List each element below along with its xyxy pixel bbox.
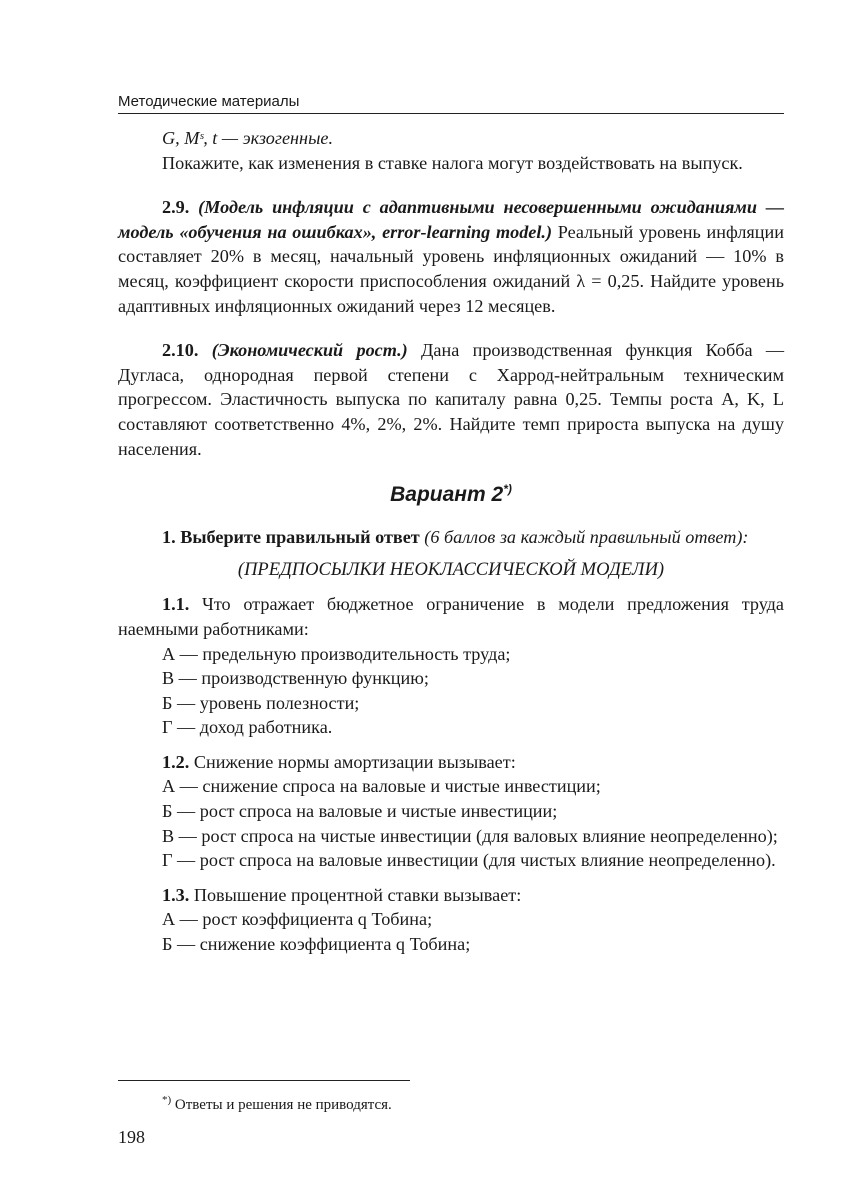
variant-title: Вариант 2 — [390, 483, 504, 507]
option-item: А — рост коэффициента q Тобина; — [162, 909, 433, 930]
option-item: В — производственную функцию; — [162, 668, 429, 689]
task-2-9 — [118, 195, 784, 318]
question-1-3-text: Повышение процентной ставки вызывает: — [189, 884, 522, 905]
page-number: 198 — [118, 1127, 145, 1147]
document-page — [118, 0, 784, 1187]
question-1-3 — [118, 883, 784, 908]
option-item: Б — рост спроса на валовые и чистые инвестиции; — [162, 801, 558, 822]
option-item: Б — снижение коэффициента q Тобина; — [162, 934, 471, 955]
task-2-10-title: (Экономический рост.) — [211, 340, 408, 361]
exogenous-line: G, Mˢ, t — экзогенные. — [162, 128, 334, 148]
question-1-2-number: 1.2. — [162, 751, 190, 772]
page-content — [118, 126, 784, 957]
instruction-bold: 1. Выберите правильный ответ — [162, 527, 420, 548]
option-item: А — снижение спроса на валовые и чистые инвестиции; — [162, 776, 601, 797]
task-2-9-body: Реальный уровень инфляции составляет 20% в месяц, начальный уровень инфляционных ожиданий — 10% в месяц, коэффициент скорости приспособления ожиданий λ = 0,25. Найдите уровень адаптивных инфляционных ожиданий через 12 месяцев. — [118, 221, 784, 316]
option-item: Г — доход работника. — [162, 717, 333, 738]
option-item: Г — рост спроса на валовые инвестиции (для чистых влияние неопределенно). — [162, 850, 776, 871]
instruction-italic: (6 баллов за каждый правильный ответ): — [419, 527, 749, 548]
footnote-text: Ответы и решения не приводятся. — [171, 1097, 392, 1113]
option-item: Б — уровень полезности; — [162, 692, 360, 713]
option-item: А — предельную производительность труда; — [162, 643, 511, 664]
task-2-10 — [118, 338, 784, 461]
paragraph-show: Покажите, как изменения в ставке налога могут воздействовать на выпуск. — [162, 152, 743, 173]
task-2-10-body: Дана производственная функция Кобба — Дугласа, однородная первой степени с Харрод-нейтральным техническим прогрессом. Эластичность выпуска по капиталу равна 0,25. Темпы роста A, K, L составляют соответственно 4%, 2%, 2%. Найдите темп прироста выпуска на душу населения. — [118, 340, 785, 459]
footnote — [162, 1094, 392, 1114]
running-head: Методические материалы — [118, 93, 784, 114]
task-2-10-number: 2.10. — [162, 340, 199, 361]
variant-heading — [118, 475, 784, 509]
question-1-2 — [118, 750, 784, 775]
footnote-divider — [118, 1080, 410, 1081]
question-1-1 — [118, 592, 784, 641]
question-1-3-number: 1.3. — [162, 884, 190, 905]
section-heading: (ПРЕДПОСЫЛКИ НЕОКЛАССИЧЕСКОЙ МОДЕЛИ) — [237, 559, 665, 580]
question-1-1-text: Что отражает бюджетное ограничение в модели предложения труда наемными работниками: — [118, 594, 784, 639]
option-item: В — рост спроса на чистые инвестиции (для валовых влияние неопределенно); — [162, 825, 778, 846]
instruction — [118, 525, 784, 550]
task-2-9-title: (Модель инфляции с адаптивными несовершенными ожиданиями — модель «обучения на ошибках», error-learning model.) — [118, 197, 785, 242]
task-2-9-number: 2.9. — [162, 197, 190, 218]
variant-footnote-mark: *) — [503, 482, 512, 497]
question-1-2-text: Снижение нормы амортизации вызывает: — [189, 751, 516, 772]
question-1-1-number: 1.1. — [162, 594, 190, 615]
footnote-mark: *) — [162, 1094, 172, 1106]
